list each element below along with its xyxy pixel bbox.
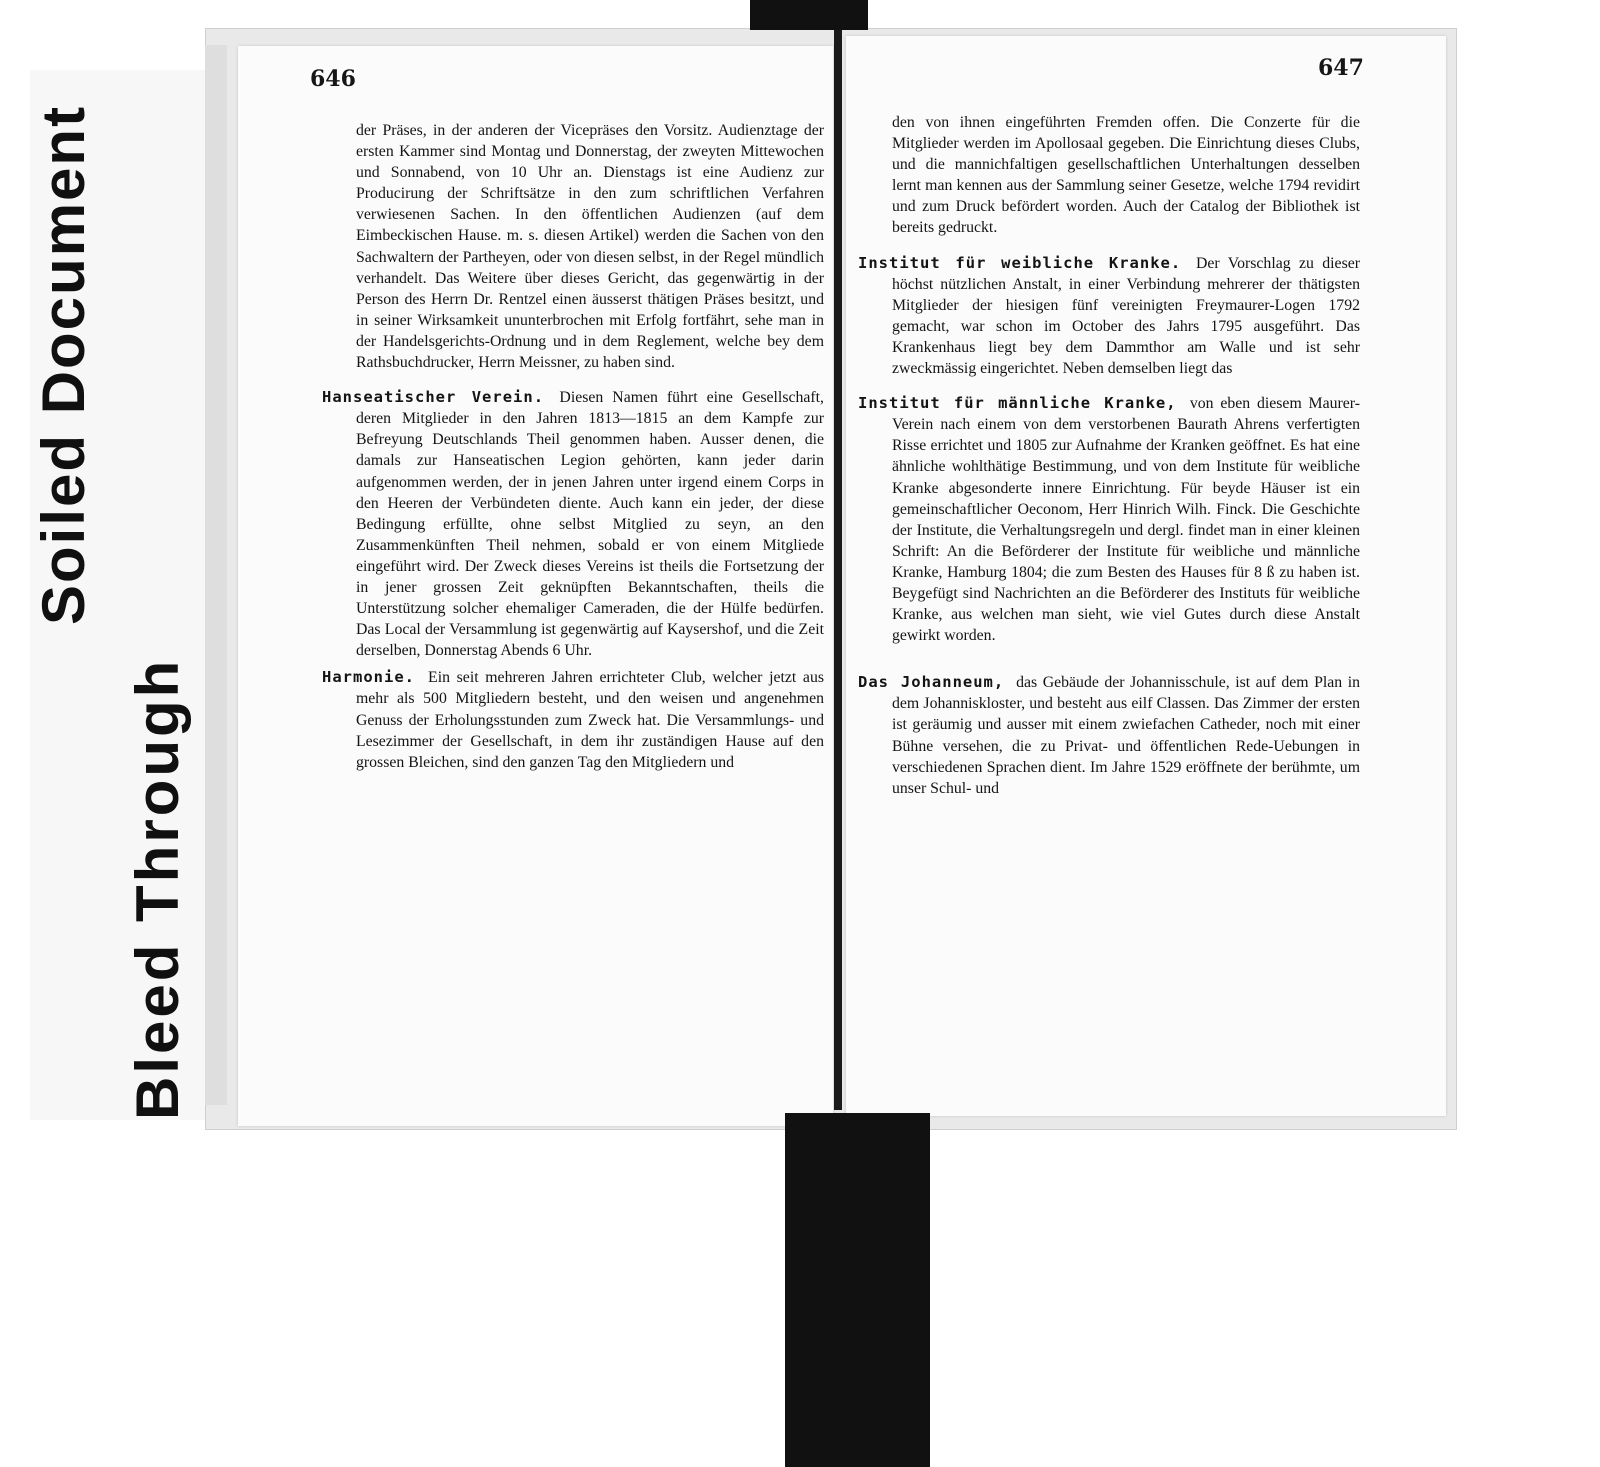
label-bleed-through: Bleed Through	[124, 657, 191, 1120]
entry-hanseatischer-verein	[322, 387, 824, 661]
entry-institut-maennliche-kranke	[858, 393, 1360, 646]
bottom-clip	[785, 1113, 930, 1467]
scan-edge	[205, 45, 227, 1105]
entry-body: Der Vorschlag zu dieser höchst nützlichen Anstalt, in einer Verbindung mehrerer der thätigsten Mitglieder der hiesigen fünf vereinigten Freymaurer-Logen 1792 gemacht, war schon im October des Jahrs 1795 ausgeführt. Das Krankenhaus liegt bey dem Dammthor am Walle und ist sehr zweckmässig eingerichtet. Neben demselben liegt das	[892, 254, 1360, 378]
label-soiled-document: Soiled Document	[30, 104, 97, 625]
entry-heading: Das Johanneum,	[858, 673, 1017, 692]
entry-body: Diesen Namen führt eine Gesellschaft, deren Mitglieder in den Jahren 1813—1815 an dem Kampfe zur Befreyung Deutschlands Theil genommen haben. Ausser denen, die damals zur Hanseatischen Legion gehörten, kann jeder darin aufgenommen werden, der in jenen Jahren unter irgend einem Corps in den Heeren der Verbündeten diente. Auch kann ein jeder, der diese Bedingung erfüllte, ohne selbst Mitglied zu seyn, an den Zusammenkünften Theil nehmen, sobald er von einem Mitgliede eingeführt wird. Der Zweck dieses Vereins ist theils die Fortsetzung der in jener grossen Zeit geknüpften Bekanntschaften, theils die Unterstützung solcher ehemaliger Cameraden, die der Hülfe bedürfen. Das Local der Versammlung ist gegenwärtig auf Kaysershof, und die Zeit derselben, Donnerstag Abends 6 Uhr.	[356, 389, 824, 660]
entry-institut-weibliche-kranke	[858, 253, 1360, 380]
document-label-text	[30, 70, 215, 1120]
entry-heading: Hanseatischer Verein.	[322, 388, 560, 407]
entry-heading: Institut für weibliche Kranke.	[858, 253, 1196, 272]
entry-body: Ein seit mehreren Jahren errichteter Club, welcher jetzt aus mehr als 500 Mitgliedern besteht, und den weisen und angenehmen Genuss der Erholungsstunden zum Zweck hat. Die Versammlungs- und Lesezimmer der Gesellschaft, in dem ihr zuständigen Hause auf den grossen Bleichen, sind den ganzen Tag den Mitgliedern und	[356, 669, 824, 771]
page-number-right: 647	[1318, 55, 1364, 81]
entry-heading: Harmonie.	[322, 668, 429, 687]
page-number-left: 646	[310, 66, 356, 92]
entry-body: das Gebäude der Johannisschule, ist auf dem Plan in dem Johanniskloster, und besteht aus eilf Classen. Das Zimmer der ersten ist geräumig und ausser mit einem zwiefachen Catheder, noch mit einer Bühne versehen, die zu Privat- und öffentlichen Rede-Uebungen in verschiedenen Sprachen dient. Im Jahre 1529 eröffnete der berühmte, um unser Schul- und	[892, 674, 1360, 797]
left-page-text	[322, 120, 824, 779]
continuation-paragraph: der Präses, in der anderen der Vicepräses den Vorsitz. Audienztage der ersten Kammer sind Montag und Donnerstag, der zweyten Mittewochen und Sonnabend, von 10 Uhr an. Dienstags ist eine Audienz zur Producirung der Schriftsätze in den zum schriftlichen Verfahren verwiesenen Sachen. In den öffentlichen Audienzen (auf dem Eimbeckischen Hause. m. s. diesen Artikel) werden die Sachen von den Sachwaltern der Partheyen, oder von diesen selbst, in der Regel mündlich verhandelt. Das Weitere über dieses Gericht, das gegenwärtig in der Person des Herrn Dr. Rentzel einen äusserst thätigen Präses besitzt, und in seiner Wirksamkeit ununterbrochen mit Erfolg fortfährt, sehe man in der Handelsgerichts-Ordnung und in dem Reglement, welche bey dem Rathsbuchdrucker, Herrn Meissner, zu haben sind.	[356, 122, 824, 372]
entry-harmonie	[322, 667, 824, 772]
entry-body: von eben diesem Maurer-Verein nach einem von dem verstorbenen Baurath Ahrens verfertigten Risse errichtet und 1805 zur Aufnahme der Kranken geöffnet. Es hat eine ähnliche wohlthätige Bestimmung, und von dem Institute für weibliche Kranke abgesonderte innere Einrichtung. Für beyde Häuser ist ein gemeinschaftlicher Oeconom, Herr Hinrich Wilh. Finck. Die Geschichte der Institute, die Verhaltungsregeln und dergl. findet man in einer kleinen Schrift: An die Beförderer der Institute für weibliche und männliche Kranke, Hamburg 1804; die zum Besten des Hauses für 8 ß zu haben ist. Beygefügt sind Nachrichten an die Beförderer des Instituts für weibliche Kranke, aus welchen man sieht, wie viel Gutes durch diese Anstalt gewirkt worden.	[892, 395, 1360, 645]
book-gutter	[834, 10, 842, 1110]
document-label-card	[30, 70, 216, 1120]
right-page-text	[858, 112, 1360, 805]
entry-heading: Institut für männliche Kranke,	[858, 394, 1190, 413]
continuation-paragraph: den von ihnen eingeführten Fremden offen. Die Conzerte für die Mitglieder werden im Apollosaal gegeben. Die Einrichtung dieses Clubs, und die mannichfaltigen gesellschaftlichen Unterhaltungen desselben lernt man kennen aus der Sammlung seiner Gesetze, welche 1794 revidirt und zum Druck befördert worden. Auch der Catalog der Bibliothek ist bereits gedruckt.	[892, 114, 1360, 237]
entry-johanneum	[858, 672, 1360, 799]
top-clip	[750, 0, 868, 30]
